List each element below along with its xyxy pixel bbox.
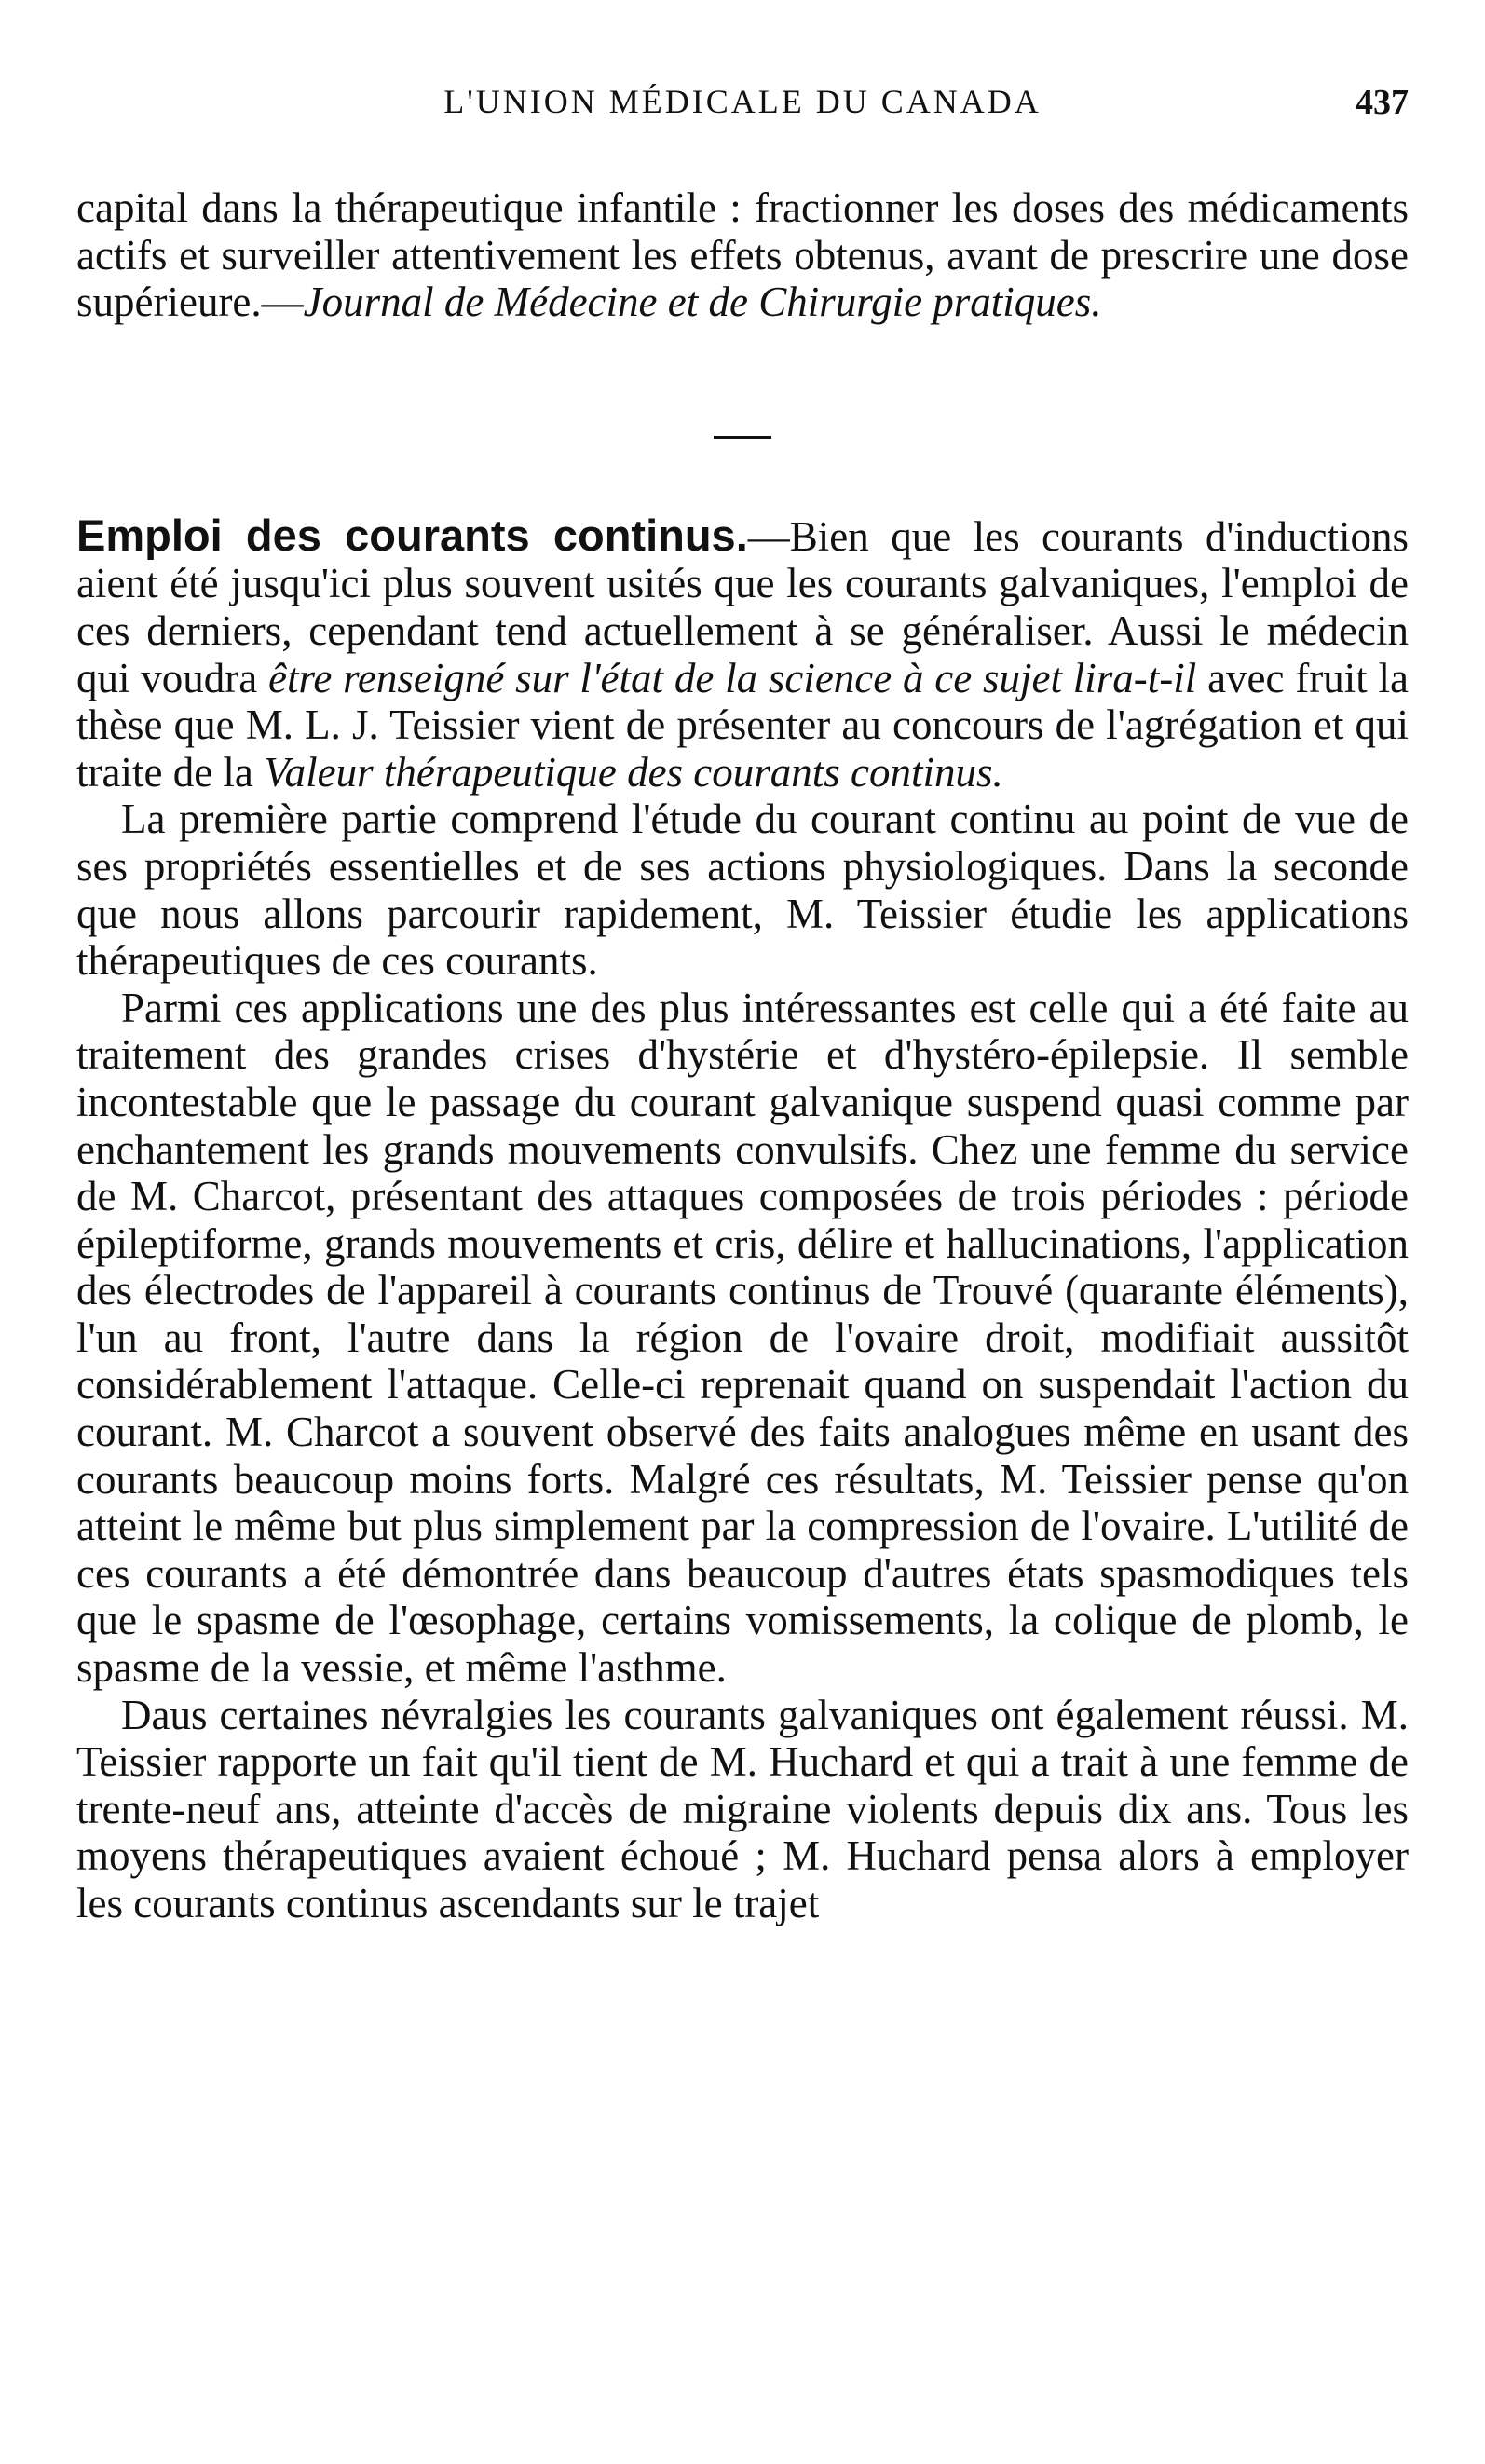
- section-separator: [714, 436, 771, 439]
- body-paragraph-2: Parmi ces applications une des plus intéressantes est celle qui a été faite au traitement des grandes crises d'hystérie et d'hystéro-épilepsie. Il semble incontestable que le passage du courant galvanique suspend quasi comme par enchantement les grands mouvements convulsifs. Chez une femme du service de M. Charcot, présentant des attaques composées de trois périodes : période épileptiforme, grands mouvements et cris, délire et hallucinations, l'application des électrodes de l'appareil à courants continus de Trouvé (quarante éléments), l'un au front, l'autre dans la région de l'ovaire droit, modifiait aussitôt considérablement l'attaque. Celle-ci reprenait quand on suspendait l'action du courant. M. Charcot a souvent observé des faits analogues même en usant des courants beaucoup moins forts. Malgré ces résultats, M. Teissier pense qu'on atteint le même but plus simplement par la compression de l'ovaire. L'utilité de ces courants a été démontrée dans beaucoup d'autres états spasmodiques tels que le spasme de l'œsophage, certains vomissements, la colique de plomb, le spasme de la vessie, et même l'asthme.: [76, 984, 1409, 1692]
- section-intro-italic: être renseigné sur l'état de la science à ce sujet lira-t-il: [268, 654, 1197, 701]
- journal-citation: Journal de Médecine et de Chirurgie pratiques.: [303, 279, 1102, 326]
- section-intro-middle: avec fruit la thèse que M. L. J. Teissier vient de présenter au concours de l'agrégation et qui traite de la: [76, 654, 1409, 796]
- article-ending-paragraph: [76, 184, 1409, 326]
- section-title: Emploi des courants continus.: [76, 510, 748, 560]
- article-ending-text: capital dans la thérapeutique infantile : fractionner les doses des médicaments actifs et surveiller attentivement les effets obtenus, avant de prescrire une dose supérieure.—: [76, 184, 1409, 326]
- section-intro-lead: —Bien que les courants d'inductions aient été jusqu'ici plus souvent usités que les courants galvaniques, l'emploi de ces derniers, cependant tend actuellement à se généraliser. Aussi le médecin qui voudra: [76, 512, 1409, 701]
- body-paragraph-1: La première partie comprend l'étude du courant continu au point de vue de ses propriétés essentielles et de ses actions physiologiques. Dans la seconde que nous allons parcourir rapidement, M. Teissier étudie les applications thérapeutiques de ces courants.: [76, 796, 1409, 985]
- thesis-title: Valeur thérapeutique des courants continus.: [264, 748, 1003, 796]
- running-header: [76, 82, 1409, 142]
- section-intro-paragraph: [76, 512, 1409, 796]
- body-paragraph-3: Daus certaines névralgies les courants galvaniques ont également réussi. M. Teissier rapporte un fait qu'il tient de M. Huchard et qui a trait à une femme de trente-neuf ans, atteinte d'accès de migraine violents depuis dix ans. Tous les moyens thérapeutiques avaient échoué ; M. Huchard pensa alors à employer les courants continus ascendants sur le trajet: [76, 1691, 1409, 1926]
- journal-running-title: L'UNION MÉDICALE DU CANADA: [443, 83, 1042, 120]
- document-page: [76, 82, 1409, 1927]
- page-number: 437: [1356, 83, 1409, 122]
